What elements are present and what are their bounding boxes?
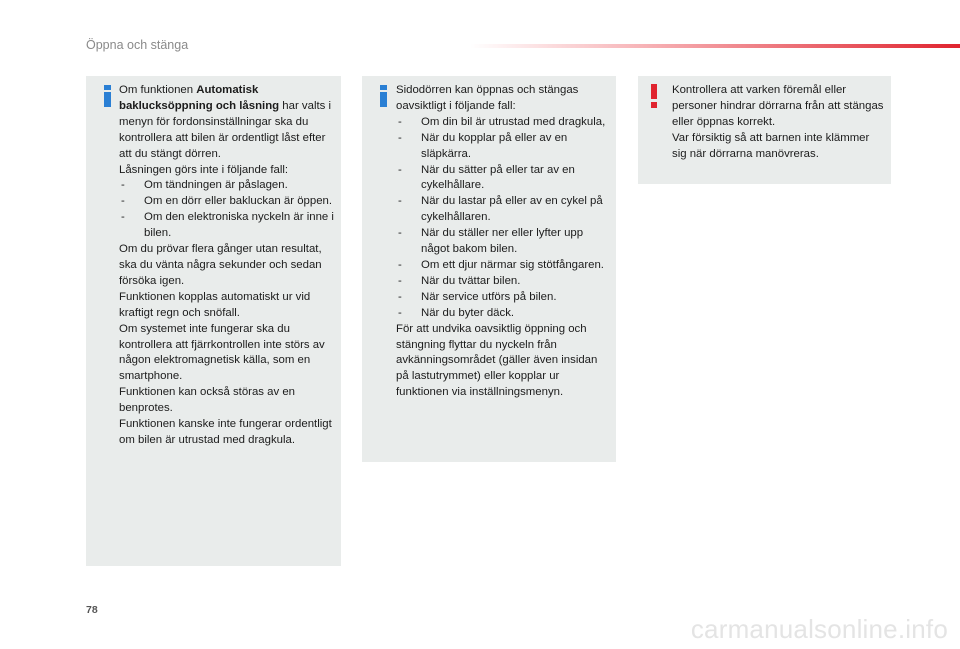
closing-paragraph: För att undvika oavsiktlig öppning och stängning flyttar du nyckeln från avkänningsområdet (gäller även insidan på lastutrymmet) eller kopplar ur funktionen via inställningsmenyn. [396,322,598,399]
list-item: - Om din bil är utrustad med dragkula, [396,115,612,131]
list-item: - När du kopplar på eller av en släpkärra. [396,131,612,163]
info-icon [376,85,392,107]
intro-pre: Om funktionen [119,84,197,96]
paragraph: Funktionen kan också störas av en benprotes. [119,386,296,415]
section-title: Öppna och stänga [86,38,189,52]
list-item: - När du sätter på eller tar av en cykelhållare. [396,163,612,195]
lock-intro: Låsningen görs inte i följande fall: [119,163,289,176]
list-item: - När du tvättar bilen. [396,274,612,290]
warning-panel [638,76,891,184]
page-number: 78 [86,604,98,616]
panel-text [396,83,612,401]
paragraph: Om systemet inte fungerar ska du kontrollera att fjärrkontrollen inte störs av någon elektromagnetisk källa, som en smartphone. [119,322,325,383]
panel-text [119,83,337,449]
panel-text [672,83,886,163]
unintended-opening-list [396,115,612,322]
header-accent-line [470,44,960,48]
list-item: - Om ett djur närmar sig stötfångaren. [396,258,612,274]
list-item: - När du lastar på eller av en cykel på cykelhållaren. [396,194,612,226]
info-panel-automatic-tailgate [86,76,341,566]
list-item: - När service utförs på bilen. [396,290,612,306]
info-panel-side-door [362,76,616,462]
warning-icon [649,84,659,108]
list-item: - När du ställer ner eller lyfter upp något bakom bilen. [396,226,612,258]
paragraph: Kontrollera att varken föremål eller personer hindrar dörrarna från att stängas eller öppnas korrekt. [672,84,884,128]
info-icon [100,85,116,107]
intro-post: har valts i menyn för fordonsinställningar ska du kontrollera att bilen är ordentligt låst efter att du stängt dörren. [119,99,332,160]
watermark: carmanualsonline.info [690,614,948,644]
list-item: - Om den elektroniska nyckeln är inne i bilen. [119,210,337,242]
intro-paragraph [119,83,337,163]
intro-paragraph: Sidodörren kan öppnas och stängas oavsiktligt i följande fall: [396,84,579,112]
paragraph: Var försiktig så att barnen inte klämmer sig när dörrarna manövreras. [672,131,870,160]
lock-exceptions-list [119,178,337,242]
list-item: - Om en dörr eller bakluckan är öppen. [119,194,337,210]
paragraph: Funktionen kopplas automatiskt ur vid kraftigt regn och snöfall. [119,290,311,319]
paragraph: Funktionen kanske inte fungerar ordentligt om bilen är utrustad med dragkula. [119,418,332,446]
list-item: - Om tändningen är påslagen. [119,178,337,194]
paragraph: Om du prövar flera gånger utan resultat, ska du vänta några sekunder och sedan försöka igen. [119,243,322,287]
list-item: - När du byter däck. [396,306,612,322]
feature-name: Automatisk baklucksöppning och låsning [119,84,280,112]
